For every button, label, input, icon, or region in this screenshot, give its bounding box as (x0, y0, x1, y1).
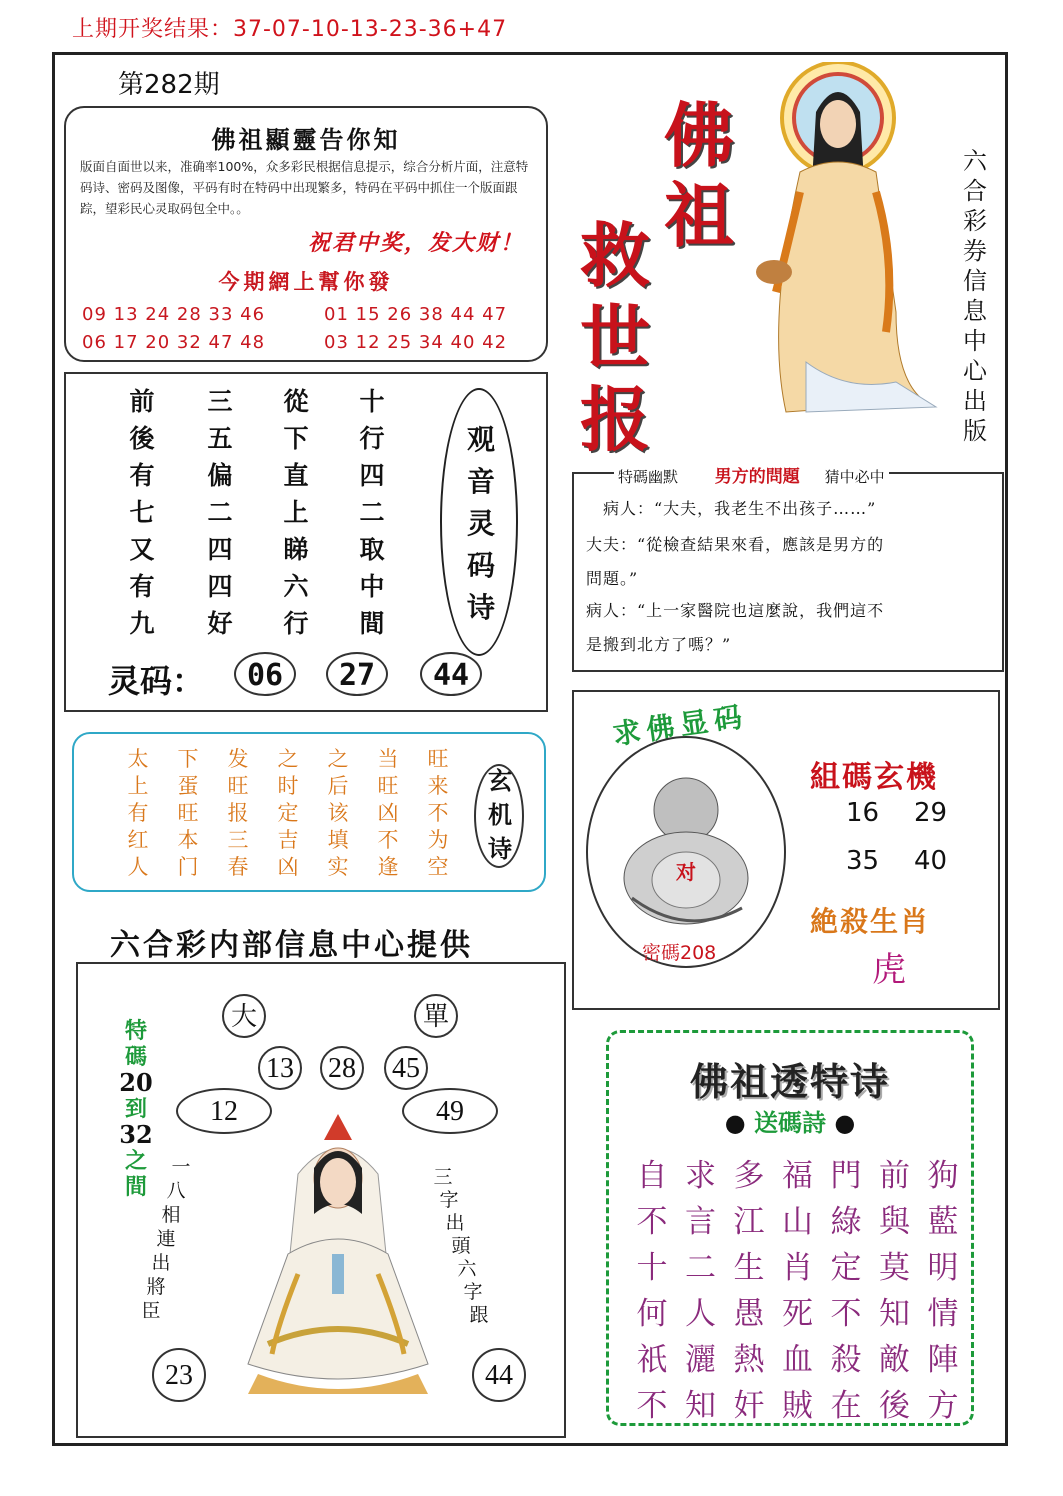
poem-char: 五 (207, 424, 233, 453)
xuanji-char: 太 (127, 747, 149, 771)
single-circle: 單 (414, 994, 458, 1038)
number-circle: 23 (152, 1348, 206, 1402)
blessing-text: 祝君中奖，发大财！ (307, 230, 524, 256)
side-char: 版 (963, 417, 987, 445)
xuanji-char: 下 (177, 747, 199, 771)
number-circle: 13 (258, 1046, 302, 1090)
xuanji-char: 来 (427, 774, 449, 798)
xuanji-char: 旺 (377, 774, 399, 798)
xuanji-label-char: 玄 (488, 766, 512, 795)
special-poem-char: 賊 (782, 1388, 813, 1424)
number-oval: 12 (176, 1088, 272, 1134)
oval-char: 观 (466, 423, 495, 456)
xuanji-char: 有 (127, 801, 149, 825)
joke-line: 問題。” (586, 569, 639, 588)
side-char: 中 (963, 327, 987, 355)
poem-char: 取 (359, 535, 385, 564)
combo-number: 16 (846, 798, 880, 828)
slant-char: 字 (463, 1281, 483, 1303)
special-between-char: 間 (124, 1174, 147, 1200)
special-poem-char: 二 (685, 1250, 716, 1286)
xuanji-char: 三 (227, 828, 249, 852)
xuanji-char: 红 (127, 828, 149, 852)
special-to: 32 (119, 1120, 153, 1149)
special-poem-char: 定 (830, 1250, 862, 1286)
joke-line: 病人：“上一家醫院也這麼說，我們這不 (586, 601, 885, 620)
special-poem-char: 生 (733, 1250, 765, 1286)
slant-char: 連 (156, 1228, 176, 1250)
xuanji-char: 之 (277, 747, 299, 771)
side-char: 心 (963, 357, 987, 385)
poem-char: 七 (129, 498, 155, 527)
oval-char: 诗 (466, 591, 495, 624)
special-poem-char: 後 (879, 1388, 910, 1424)
special-subtitle: ● 送碼詩 ● (724, 1108, 856, 1137)
combo-number: 29 (914, 798, 948, 828)
number-row: 03 12 25 34 40 42 (324, 332, 508, 353)
side-char: 合 (963, 177, 987, 205)
ling-number: 44 (420, 652, 482, 696)
special-title: 佛祖透特诗 (689, 1059, 890, 1104)
joke-head-mid: 男方的問題 (714, 467, 800, 487)
notice-body: 版面自面世以来，准确率100%，众多彩民根据信息提示，综合分析片面，注意特码诗、密码及图像，平码有时在特码中出现繁多，特码在平码中抓住一个版面跟踪，望彩民心灵取码包全中。。 (80, 159, 529, 216)
combo-number: 40 (914, 846, 948, 876)
special-poem-char: 藍 (927, 1204, 959, 1240)
poem-char: 四 (207, 535, 233, 564)
poem-oval (440, 388, 518, 656)
poem-char: 四 (207, 572, 233, 601)
oval-char: 码 (466, 549, 495, 582)
xuanji-char: 发 (227, 747, 249, 771)
special-poem-char: 明 (927, 1250, 959, 1286)
special-poem-char: 情 (927, 1296, 959, 1332)
poem-char: 中 (359, 572, 385, 601)
xuanji-char: 逢 (377, 855, 399, 879)
poem-char: 下 (283, 424, 309, 453)
poem-char: 六 (283, 572, 309, 601)
poem-char: 睇 (283, 535, 309, 564)
xuanji-char: 该 (327, 801, 349, 825)
special-poem-char: 肖 (782, 1250, 813, 1286)
provider-text: 六合彩内部信息中心提供 (110, 928, 473, 963)
slant-char: 頭 (451, 1235, 471, 1257)
poem-char: 從 (283, 387, 309, 416)
slant-char: 出 (151, 1252, 171, 1274)
oval-center-char: 对 (676, 860, 696, 884)
poem-char: 又 (129, 535, 155, 564)
number-row: 01 15 26 38 44 47 (324, 304, 508, 325)
laughing-buddha-figure (612, 768, 762, 928)
special-poem-char: 門 (830, 1158, 862, 1194)
special-poem-char: 言 (685, 1204, 716, 1240)
poem-char: 行 (359, 424, 385, 453)
xuanji-char: 凶 (277, 855, 299, 879)
poem-char: 前 (129, 387, 155, 416)
kill-zodiac: 虎 (872, 950, 906, 990)
special-poem-char: 莫 (879, 1250, 910, 1286)
slant-char: 字 (439, 1189, 459, 1211)
special-poem-char: 求 (685, 1158, 716, 1194)
poem-char: 二 (207, 498, 233, 527)
number-circle: 44 (472, 1348, 526, 1402)
special-poem-char: 血 (782, 1342, 813, 1378)
xuanji-char: 门 (177, 855, 199, 879)
special-poem-char: 狗 (927, 1158, 959, 1194)
special-poem-char: 多 (733, 1158, 765, 1194)
xuanji-char: 空 (427, 855, 449, 879)
notice-title: 佛祖顯靈告你知 (211, 125, 401, 154)
xuanji-label-char: 诗 (488, 834, 512, 863)
slant-char: 出 (445, 1212, 465, 1234)
special-between-char: 之 (124, 1148, 147, 1174)
xuanji-char: 旺 (177, 801, 199, 825)
special-poem-char: 愚 (733, 1296, 765, 1332)
combo-box (572, 690, 1000, 1010)
xuanji-label-char: 机 (488, 800, 512, 829)
xuanji-char: 上 (127, 774, 149, 798)
side-char: 彩 (963, 207, 987, 235)
special-poem-char: 熱 (733, 1342, 765, 1378)
special-poem-char: 自 (636, 1158, 668, 1194)
poem-char: 直 (283, 461, 309, 490)
special-poem-char: 與 (879, 1204, 910, 1240)
poem-char: 二 (359, 498, 385, 527)
guanyin-figure (228, 1104, 448, 1404)
issue-number: 第282期 (118, 70, 220, 100)
slant-char: 臣 (141, 1300, 161, 1322)
special-poem-char: 祇 (636, 1342, 668, 1378)
xuanji-char: 春 (227, 855, 249, 879)
special-poem-char: 江 (733, 1204, 765, 1240)
side-char: 信 (963, 267, 987, 295)
joke-line: 大夫：“從檢查結果來看，應該是男方的 (586, 535, 885, 554)
xuanji-char: 定 (277, 801, 299, 825)
special-char: 特 (124, 1018, 147, 1044)
xuanji-char: 实 (327, 855, 349, 879)
special-poem-char: 不 (830, 1296, 862, 1332)
special-poem-char: 綠 (830, 1204, 862, 1240)
publisher-side-text (958, 146, 992, 446)
poem-char: 上 (283, 498, 309, 527)
xuanji-char: 报 (227, 801, 249, 825)
xuanji-char: 旺 (227, 774, 249, 798)
big-circle: 大 (222, 994, 266, 1038)
poem-char: 好 (207, 609, 233, 638)
slant-char: 相 (161, 1204, 181, 1226)
ling-number: 27 (326, 652, 388, 696)
joke-head-right: 猜中必中 (824, 468, 885, 486)
oval-char: 音 (466, 465, 495, 498)
slant-char: 跟 (469, 1304, 489, 1326)
poem-char: 四 (359, 461, 385, 490)
special-poem-char: 十 (636, 1250, 668, 1286)
combo-title: 組碼玄機 (810, 760, 938, 795)
xuanji-char: 填 (327, 828, 349, 852)
number-row: 06 17 20 32 47 48 (82, 332, 266, 353)
xuanji-char: 当 (377, 747, 399, 771)
slant-char: 三 (433, 1166, 453, 1188)
side-char: 出 (963, 387, 987, 415)
joke-box (572, 467, 1004, 672)
number-circle: 28 (320, 1046, 364, 1090)
xuanji-char: 后 (327, 774, 349, 798)
special-poem-char: 知 (879, 1296, 910, 1332)
special-poem-char: 福 (782, 1158, 813, 1194)
title-char: 世 (580, 296, 650, 379)
xuanji-char: 本 (177, 828, 199, 852)
special-poem-char: 陣 (927, 1342, 959, 1378)
number-oval: 49 (402, 1088, 498, 1134)
poem-char: 有 (129, 461, 155, 490)
special-poem-char: 方 (927, 1388, 959, 1424)
special-poem-char: 前 (879, 1158, 910, 1194)
joke-line: 病人：“大夫，我老生不出孩子……” (586, 499, 877, 518)
side-char: 息 (963, 297, 987, 325)
slant-char: 將 (146, 1276, 166, 1298)
kill-zodiac-title: 絶殺生肖 (810, 905, 931, 938)
xuanji-char: 吉 (277, 828, 299, 852)
ling-code-label: 灵码： (108, 662, 205, 700)
oval-title: 求佛显码 (610, 699, 750, 752)
poem-char: 行 (283, 609, 309, 638)
xuanji-oval (474, 764, 524, 868)
poem-char: 九 (129, 609, 155, 638)
xuanji-char: 不 (377, 828, 399, 852)
ling-number: 06 (234, 652, 296, 696)
joke-header (614, 462, 889, 487)
special-poem-char: 在 (830, 1388, 862, 1424)
joke-head-left: 特碼幽默 (618, 468, 679, 486)
special-poem-char: 奸 (733, 1388, 765, 1424)
slant-char: 一 (171, 1156, 191, 1178)
poem-char: 有 (129, 572, 155, 601)
title-char: 救 (580, 214, 650, 297)
number-circle: 45 (384, 1046, 428, 1090)
special-poem-char: 敵 (879, 1342, 910, 1378)
poem-char: 十 (359, 387, 385, 416)
xuanji-char: 时 (277, 774, 299, 798)
number-row: 09 13 24 28 33 46 (82, 304, 266, 325)
title-char: 报 (580, 378, 650, 461)
poem-char: 間 (359, 609, 385, 638)
xuanji-char: 旺 (427, 747, 449, 771)
xuanji-char: 凶 (377, 801, 399, 825)
xuanji-char: 之 (327, 747, 349, 771)
combo-number: 35 (846, 846, 880, 876)
xuanji-char: 蛋 (177, 774, 199, 798)
joke-line: 是搬到北方了嗎？” (586, 635, 732, 654)
poem-char: 偏 (207, 461, 233, 490)
special-poem-char: 不 (636, 1204, 668, 1240)
xuanji-char: 为 (427, 828, 449, 852)
notice-box (64, 106, 548, 362)
buddha-figure (746, 62, 956, 422)
title-char: 佛 (664, 94, 734, 177)
special-poem-char: 殺 (830, 1342, 862, 1378)
special-poem-char: 何 (636, 1296, 668, 1332)
special-range (116, 1018, 156, 1200)
special-from: 20 (119, 1068, 153, 1097)
xuanji-char: 人 (127, 855, 149, 879)
side-char: 券 (963, 237, 987, 265)
poem-char: 三 (207, 387, 233, 416)
special-poem-char: 灑 (685, 1342, 716, 1378)
poem-char: 後 (129, 424, 155, 453)
special-subtitle-text: 送碼詩 (754, 1108, 826, 1137)
side-char: 六 (963, 147, 987, 175)
special-poem-char: 知 (685, 1388, 716, 1424)
special-char: 碼 (124, 1044, 147, 1070)
special-poem-char: 不 (636, 1388, 668, 1424)
web-title: 今期網上幫你發 (218, 269, 394, 294)
last-result: 上期开奖结果：37-07-10-13-23-36+47 (72, 17, 508, 42)
oval-char: 灵 (466, 507, 495, 540)
special-to-char: 到 (124, 1096, 147, 1122)
title-char: 祖 (664, 174, 734, 257)
xuanji-char: 不 (427, 801, 449, 825)
special-poem-char: 人 (685, 1296, 716, 1332)
password-text: 密碼208 (642, 942, 717, 964)
laughing-buddha-oval (586, 736, 786, 968)
special-poem-char: 山 (782, 1204, 813, 1240)
special-poem-char: 死 (782, 1296, 813, 1332)
slant-char: 六 (457, 1258, 477, 1280)
slant-char: 八 (166, 1180, 186, 1202)
